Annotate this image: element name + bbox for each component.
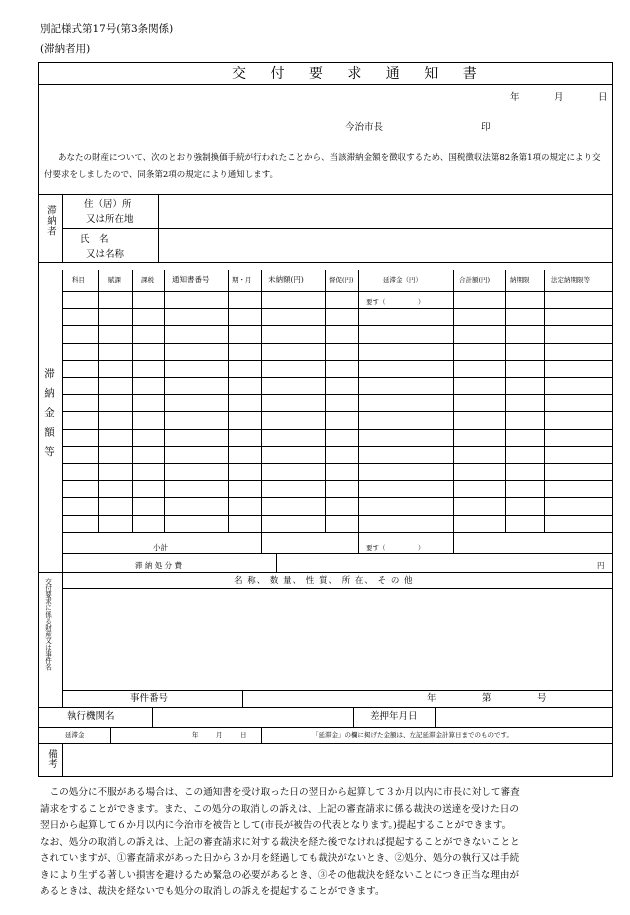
amounts-column-line [228, 270, 229, 532]
seizure-label-left-divider [353, 707, 354, 727]
amounts-header-line [62, 291, 613, 292]
amounts-row-line [62, 360, 613, 361]
appeal-notice-line-3: 翌日から起算して６か月以内に今治市を被告として(市長が被告の代表となります。)提起することができます。 [40, 820, 512, 831]
late-fee-date-divider [261, 727, 262, 743]
subtotal-late-fee-note: 要す（ ） [366, 544, 425, 552]
amounts-row-line [62, 532, 613, 533]
amounts-column-line [358, 270, 359, 532]
remarks-divider [62, 743, 63, 777]
amounts-row-line [62, 308, 613, 309]
disposal-cost-yen: 円 [597, 561, 605, 570]
address-label: 住（居）所 [84, 199, 132, 210]
seizure-date-label: 差押年月日 [370, 711, 418, 722]
col-header-notice-number: 通知書番号 [172, 275, 210, 284]
taxpayer-bottom-line [38, 262, 613, 263]
intro-paragraph: あなたの財産について、次のとおり強制換価手続が行われたことから、当該滞納金額を徴収するため、国税徴収法第82条第1項の規定により交付要求をしましたので、同条第2項の規定により通知します。 [44, 153, 601, 180]
appeal-notice-line-5: されていますが、①審査請求があった日から３か月を経過しても裁決がないとき、②処分、処分の執行又は手続 [40, 853, 520, 864]
amounts-column-line [505, 270, 506, 532]
taxpayer-section-label: 滞納者 [45, 205, 56, 237]
late-fee-bottom-line [38, 743, 613, 744]
case-year-label: 年 [427, 693, 437, 704]
col-header-unpaid: 未納額(円) [268, 275, 304, 284]
subtotal-column-line [261, 532, 262, 553]
property-details-header: 名 称、 数 量、 性 質、 所 在、 そ の 他 [234, 576, 414, 586]
amounts-row-line [62, 343, 613, 344]
amounts-column-line [325, 270, 326, 532]
taxpayer-mid-line [62, 228, 613, 229]
col-header-fuka: 賦課 [108, 276, 121, 284]
date-day-label: 日 [598, 92, 608, 103]
amounts-label-divider [62, 270, 63, 572]
seal-mark: 印 [481, 122, 491, 133]
case-dai-label: 第 [482, 693, 492, 704]
property-label-divider [62, 572, 63, 707]
amounts-row-line [62, 463, 613, 464]
taxpayer-field-divider [158, 194, 159, 262]
amounts-section-label: 滞納金額等 [43, 368, 55, 466]
late-fee-day-label: 日 [240, 731, 247, 739]
amounts-row-line [62, 429, 613, 430]
late-fee-label: 延滞金 [65, 731, 85, 739]
amounts-column-line [98, 270, 99, 532]
disposal-cost-divider [276, 553, 277, 572]
name-label: 氏 名 [80, 234, 109, 245]
subtotal-bottom-line [62, 553, 613, 554]
late-fee-label-divider [110, 727, 111, 743]
case-number-divider [242, 690, 243, 707]
appeal-notice-line-4: なお、処分の取消しの訴えは、上記の審査請求に対する裁決を経た後でなければ提起することができないことと [40, 836, 520, 848]
amounts-column-line [453, 270, 454, 532]
amounts-row-line [62, 377, 613, 378]
amounts-row-line [62, 497, 613, 498]
remarks-label: 備考 [46, 749, 57, 768]
title-divider [38, 84, 613, 85]
late-fee-year-label: 年 [192, 731, 199, 739]
appeal-notice-line-2: 請求をすることができます。また、この処分の取消しの訴えは、上記の審査請求に係る裁決の送達を受けた日の [40, 803, 519, 815]
form-number: 別記様式第17号(第3条関係) [40, 23, 174, 35]
name-label-alt: 又は名称 [86, 249, 125, 260]
taxpayer-label-divider [62, 194, 63, 262]
amounts-column-line [544, 270, 545, 532]
form-subtitle: (滞納者用) [40, 43, 91, 55]
subtotal-column-line [453, 532, 454, 553]
col-header-reminder: 督促(円) [329, 276, 354, 284]
address-label-alt: 又は所在地 [86, 214, 134, 225]
document-title: 交 付 要 求 通 知 書 [232, 66, 487, 82]
case-go-label: 号 [537, 693, 547, 704]
amounts-column-line [164, 270, 165, 532]
amounts-column-line [261, 270, 262, 532]
col-header-total: 合計額(円) [459, 276, 491, 284]
late-fee-note: 「延滞金」の欄に掲げた金額は、左記延滞金計算日までのものです。 [312, 731, 513, 739]
col-header-due-date: 納期限 [510, 276, 530, 284]
date-year-label: 年 [510, 92, 520, 103]
col-header-period: 期・月 [232, 276, 252, 284]
agency-label: 執行機関名 [67, 711, 115, 722]
subtotal-label: 小計 [153, 543, 168, 552]
issuer-name: 今治市長 [345, 122, 384, 133]
appeal-notice [40, 785, 615, 901]
amounts-row-line [62, 411, 613, 412]
property-section-label: 交付要求に係る財産又は事件名 [43, 578, 52, 671]
amounts-row-line [62, 394, 613, 395]
col-header-kazei: 課税 [141, 276, 154, 284]
col-header-kamoku: 科目 [72, 276, 85, 284]
late-fee-row-note: 要す（ ） [366, 298, 425, 306]
property-top-line [38, 572, 613, 573]
property-header-line [62, 588, 613, 589]
seizure-label-right-divider [435, 707, 436, 727]
agency-label-divider [152, 707, 153, 727]
amounts-row-line [62, 515, 613, 516]
appeal-notice-line-7: あるときは、裁決を経ないでも処分の取消しの訴えを提起することができます。 [40, 886, 385, 897]
late-fee-month-label: 月 [216, 731, 223, 739]
col-header-late-fee: 延滞金（円） [383, 276, 422, 284]
amounts-row-line [62, 325, 613, 326]
agency-bottom-line [38, 727, 613, 728]
case-number-label: 事件番号 [130, 693, 169, 704]
appeal-notice-line-1: この処分に不服がある場合は、この通知書を受け取った日の翌日から起算して３か月以内に市長に対して審査 [40, 787, 520, 798]
amounts-row-line [62, 480, 613, 481]
amounts-column-line [132, 270, 133, 532]
amounts-row-line [62, 446, 613, 447]
col-header-legal-due-date: 法定納期限等 [551, 276, 590, 284]
taxpayer-top-line [38, 194, 613, 195]
disposal-cost-label: 滞 納 処 分 費 [135, 561, 183, 570]
date-month-label: 月 [554, 92, 564, 103]
appeal-notice-line-6: きにより生ずる著しい損害を避けるため緊急の必要があるとき、③その他裁決を経ないことにつき正当な理由が [40, 869, 520, 881]
subtotal-column-line [358, 532, 359, 553]
property-bottom-line [38, 707, 613, 708]
case-number-top-line [62, 690, 613, 691]
